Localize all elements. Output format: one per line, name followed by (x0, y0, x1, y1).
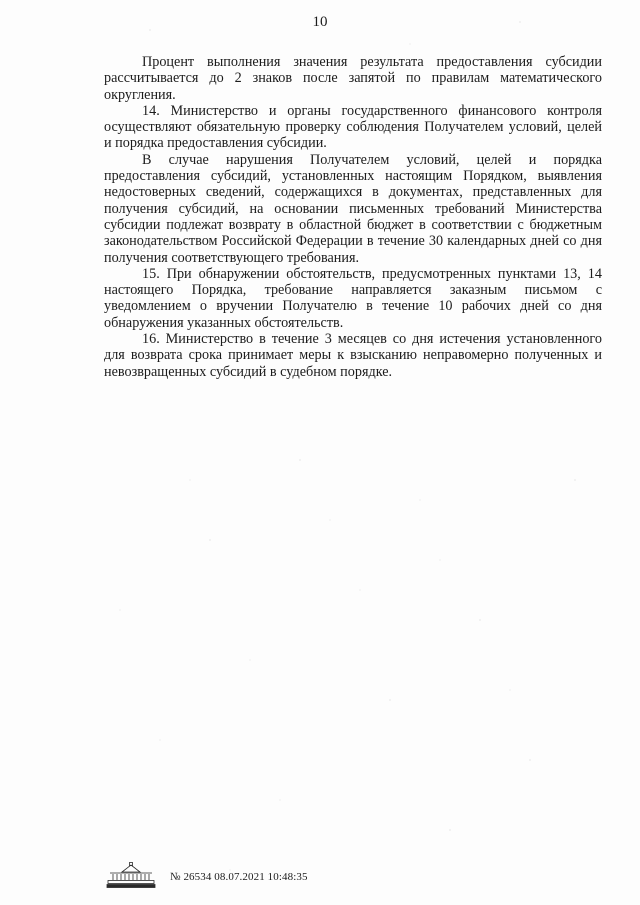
government-building-seal-icon (106, 862, 156, 888)
document-body (104, 54, 602, 380)
paragraph-16-court-recovery: 16. Министерство в течение 3 месяцев со дня истечения установленного для возврата срока принимает меры к взысканию неправомерно полученных и невозвращенных субсидий в судебном порядке. (104, 331, 602, 380)
paragraph-14-control-check: 14. Министерство и органы государственного финансового контроля осуществляют обязательную проверку соблюдения Получателем условий, целей и порядка предоставления субсидии. (104, 102, 602, 152)
registration-footer (106, 858, 308, 888)
page-number: 10 (312, 14, 328, 30)
paragraph-rounding-rule: Процент выполнения значения результата предоставления субсидии рассчитывается до 2 знаков после запятой по правилам математического округления. (104, 54, 602, 103)
paragraph-15-notification: 15. При обнаружении обстоятельств, предусмотренных пунктами 13, 14 настоящего Порядка, требование направляется заказным письмом с уведомлением о вручении Получателю в течение 10 рабочих дней со дня обнаружения указанных обстоятельств. (104, 265, 602, 331)
paragraph-violation-refund: В случае нарушения Получателем условий, целей и порядка предоставления субсидий, установленных настоящим Порядком, выявления недостоверных сведений, содержащихся в документах, представленных для получения субсидий, на основании письменных требований Министерства субсидии подлежат возврату в областной бюджет в соответствии с бюджетным законодательством Российской Федерации в течение 30 календарных дней со дня получения соответствующего требования. (104, 151, 602, 266)
registration-stamp: № 26534 08.07.2021 10:48:35 (170, 871, 308, 883)
